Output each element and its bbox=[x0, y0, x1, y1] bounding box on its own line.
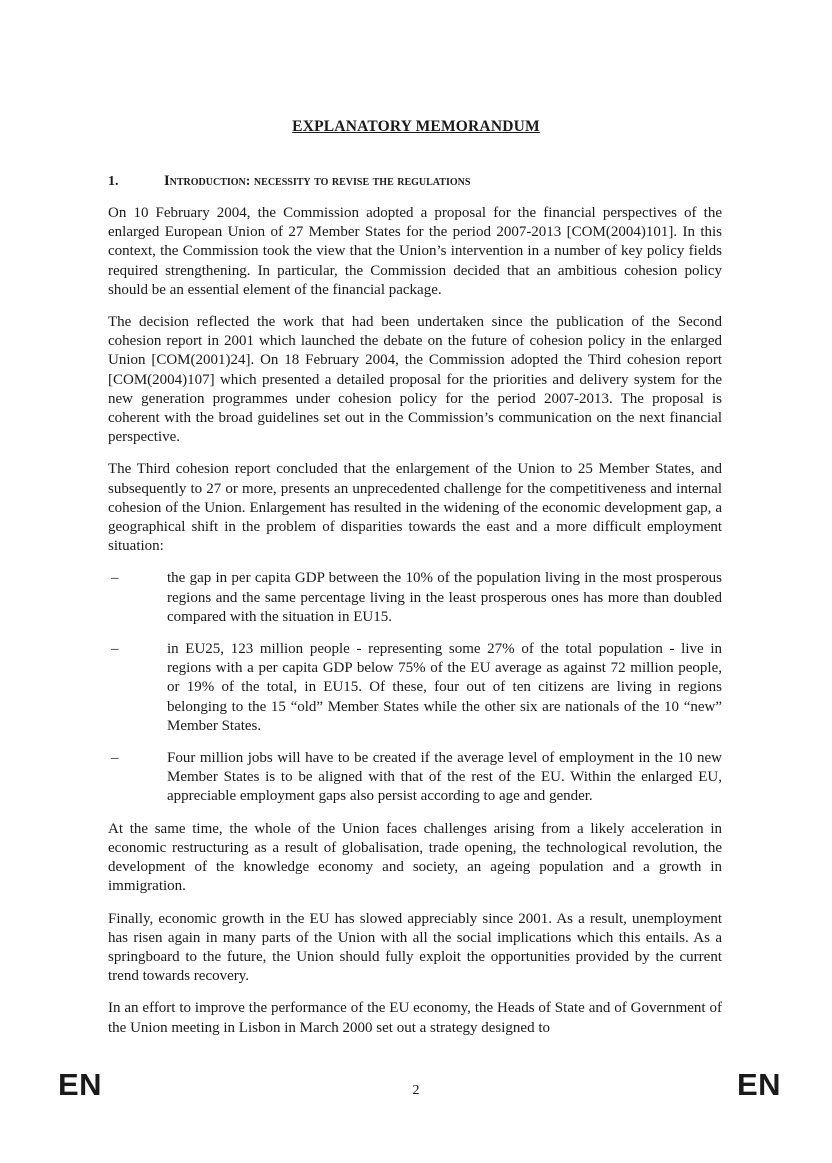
bullet-item bbox=[108, 569, 722, 627]
page-number: 2 bbox=[412, 1083, 420, 1098]
bullet-text: Four million jobs will have to be created if the average level of employment in the 10 new Member States is to be aligned with that of the rest of the EU. Within the enlarged EU, appreciable employment gaps also persist according to age and gender. bbox=[167, 750, 722, 805]
bullet-text: the gap in per capita GDP between the 10% of the population living in the most prosperous regions and the same percentage living in the least prosperous ones has more than doubled compared with the situation in EU15. bbox=[167, 570, 722, 625]
paragraph: Finally, economic growth in the EU has slowed appreciably since 2001. As a result, unemployment has risen again in many parts of the Union with all the social implications which this entails. As a springboard to the future, the Union should fully exploit the opportunities provided by the current trend towards recovery. bbox=[108, 910, 722, 985]
bullet-item bbox=[108, 640, 722, 736]
bullet-dash: – bbox=[111, 641, 119, 658]
paragraph: On 10 February 2004, the Commission adopted a proposal for the financial perspectives of the enlarged European Union of 27 Member States for the period 2007-2013 [COM(2004)101]. In this context, the Commission took the view that the Union’s intervention in a number of key policy fields required strengthening. In particular, the Commission decided that an ambitious cohesion policy should be an essential element of the financial package. bbox=[108, 205, 722, 298]
bullet-list bbox=[108, 569, 722, 806]
paragraph: At the same time, the whole of the Union faces challenges arising from a likely acceleration in economic restructuring as a result of globalisation, trade opening, the technological revolution, the development of the knowledge economy and society, an ageing population and a growth in immigration. bbox=[108, 820, 722, 895]
bullet-dash: – bbox=[111, 570, 119, 587]
footer-language-left: EN bbox=[58, 1067, 103, 1102]
paragraph: In an effort to improve the performance of the EU economy, the Heads of State and of Government of the Union meeting in Lisbon in March 2000 set out a strategy designed to bbox=[108, 1000, 722, 1036]
bullet-dash: – bbox=[111, 750, 119, 767]
document-body bbox=[108, 204, 722, 1051]
section-heading-initial: I bbox=[164, 173, 170, 189]
document-title: EXPLANATORY MEMORANDUM bbox=[292, 118, 540, 135]
section-heading-text: ntroduction: necessity to revise the regulations bbox=[169, 174, 471, 189]
bullet-text: in EU25, 123 million people - representing some 27% of the total population - live in regions with a per capita GDP below 75% of the EU average as against 72 million people, or 19% of the total, in EU15. Of these, four out of ten citizens are living in regions belonging to the 15 “old” Member States while the other six are nationals of the 10 “new” Member States. bbox=[167, 641, 722, 734]
paragraph: The decision reflected the work that had been undertaken since the publication of the Second cohesion report in 2001 which launched the debate on the future of cohesion policy in the enlarged Union [COM(2001)24]. On 18 February 2004, the Commission adopted the Third cohesion report [COM(2004)107] which presented a detailed proposal for the priorities and delivery system for the new generation programmes under cohesion policy for the period 2007-2013. The proposal is coherent with the broad guidelines set out in the Commission’s communication on the next financial perspective. bbox=[108, 314, 722, 446]
bullet-item bbox=[108, 749, 722, 807]
section-heading bbox=[108, 173, 470, 190]
section-number: 1. bbox=[108, 174, 119, 189]
footer-language-right: EN bbox=[737, 1067, 782, 1102]
paragraph: The Third cohesion report concluded that the enlargement of the Union to 25 Member States, and subsequently to 27 or more, presents an unprecedented challenge for the competitiveness and internal cohesion of the Union. Enlargement has resulted in the widening of the economic development gap, a geographical shift in the problem of disparities towards the east and a more difficult employment situation: bbox=[108, 461, 722, 555]
